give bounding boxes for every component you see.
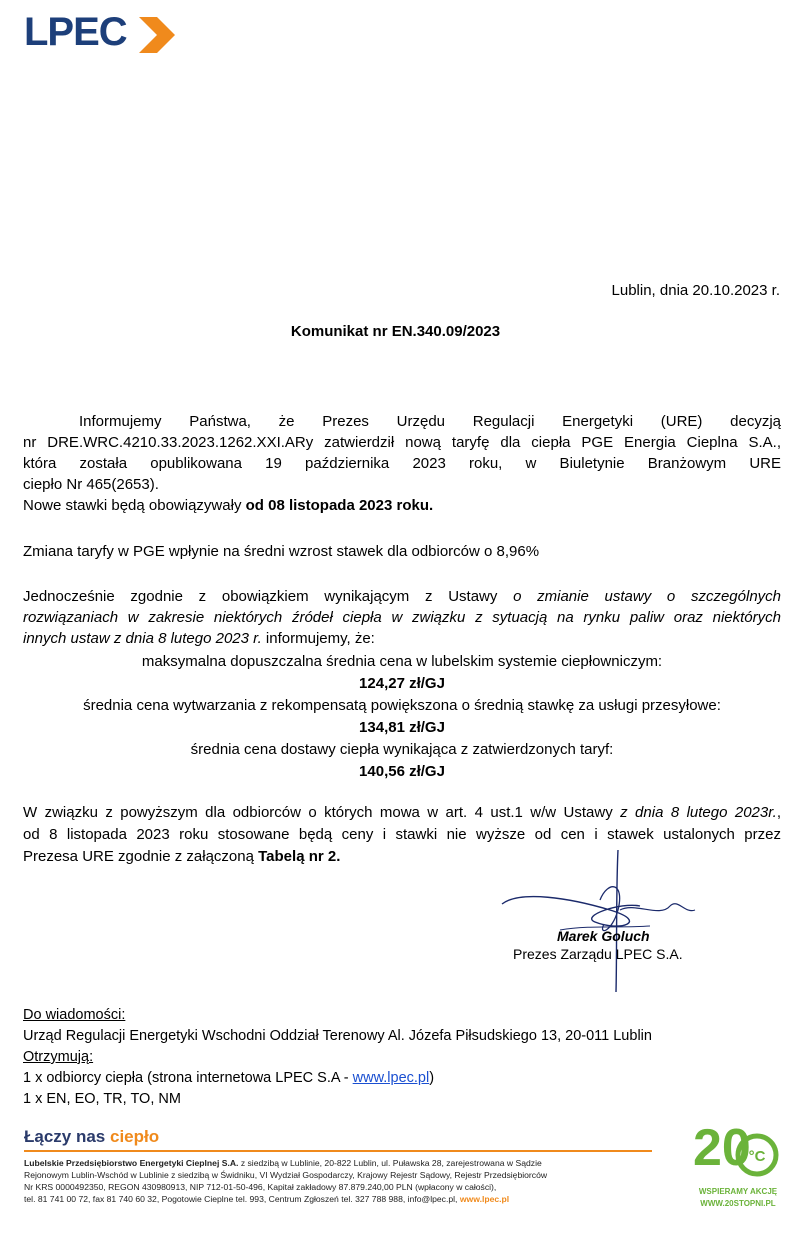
paragraph-increase: Zmiana taryfy w PGE wpłynie na średni wzrost stawek dla odbiorców o 8,96%	[23, 543, 540, 560]
company-name: Lubelskie Przedsiębiorstwo Energetyki Cieplnej S.A.	[24, 1158, 239, 1168]
text-line	[23, 586, 781, 607]
price-value: 134,81 zł/GJ	[359, 719, 445, 736]
letter-date: Lublin, dnia 20.10.2023 r.	[611, 282, 780, 299]
badge-caption: WSPIERAMY AKCJĘ	[698, 1187, 778, 1196]
website-link[interactable]: www.lpec.pl	[352, 1070, 430, 1086]
footer-website-link[interactable]: www.lpec.pl	[459, 1194, 510, 1204]
text-line: Rejonowym Lublin-Wschód w Lublinie z siedzibą w Świdniku, VI Wydział Gospodarczy, Krajowy Rejestr Sądowy, Rejestr Przedsiębiorców	[24, 1170, 548, 1180]
section-heading: Otrzymują:	[23, 1049, 94, 1065]
text-line	[23, 802, 781, 824]
slogan-text: Łączy nas	[24, 1127, 110, 1146]
text-run: Nowe stawki będą obowiązywały	[23, 497, 246, 514]
law-title: o zmianie ustawy o szczególnych	[513, 588, 782, 605]
badge-number: 20	[693, 1119, 751, 1177]
text-line: od 8 listopada 2023 roku stosowane będą ceny i stawki nie wyższe od cen i stawek ustalonych przez	[23, 826, 781, 843]
recipient: Urząd Regulacji Energetyki Wschodni Oddział Terenowy Al. Józefa Piłsudskiego 13, 20-011 Lublin	[23, 1028, 652, 1044]
price-list	[23, 651, 781, 783]
text-line: nr DRE.WRC.4210.33.2023.1262.XXI.ARy zatwierdził nową taryfę dla ciepła PGE Energia Cieplna S.A.,	[23, 434, 781, 451]
signatory-name: Marek Goluch	[557, 928, 650, 944]
logo-text: LPEC	[24, 10, 127, 54]
document-title: Komunikat nr EN.340.09/2023	[290, 323, 501, 340]
effective-date: od 08 listopada 2023 roku.	[245, 497, 434, 514]
price-label: maksymalna dopuszczalna średnia cena w lubelskim systemie ciepłowniczym:	[141, 653, 663, 670]
price-label: średnia cena wytwarzania z rekompensatą powiększona o średnią stawkę za usługi przesyłowe:	[83, 697, 721, 714]
price-value: 124,27 zł/GJ	[359, 675, 445, 692]
list-item	[23, 1068, 781, 1089]
price-label: średnia cena dostawy ciepła wynikająca z zatwierdzonych taryf:	[190, 741, 614, 758]
paragraph-tariff-approval	[23, 411, 781, 516]
footer-slogan	[24, 1127, 159, 1147]
company-details	[24, 1157, 664, 1205]
distribution-list	[23, 1005, 781, 1110]
slogan-accent: ciepło	[110, 1127, 160, 1146]
text-line	[23, 628, 781, 649]
list-item: 1 x EN, EO, TR, TO, NM	[23, 1091, 181, 1107]
text-run: z siedzibą w Lublinie, 20-822 Lublin, ul. Puławska 28, zarejestrowana w Sądzie	[238, 1158, 542, 1168]
text-line: która została opublikowana 19 października 2023 roku, w Biuletynie Branżowym URE	[23, 455, 781, 472]
text-run: W związku z powyższym dla odbiorców o których mowa w art. 4 ust.1 w/w Ustawy	[23, 804, 621, 821]
degree-label: °C	[748, 1148, 766, 1165]
table-reference: Tabelą nr 2.	[258, 848, 341, 865]
text-run: ,	[776, 804, 781, 821]
campaign-badge	[690, 1119, 785, 1218]
text-line: Informujemy Państwa, że Prezes Urzędu Regulacji Energetyki (URE) decyzją	[79, 413, 781, 430]
text-run: )	[429, 1070, 435, 1086]
law-title: rozwiązaniach w zakresie niektórych źródeł ciepła w związku z sytuacją na rynku paliw oraz niektórych	[23, 609, 781, 626]
text-run: Jednocześnie zgodnie z obowiązkiem wynikającym z Ustawy	[23, 588, 514, 605]
thermometer-circle-icon	[734, 1132, 780, 1178]
price-value: 140,56 zł/GJ	[359, 763, 445, 780]
text-line	[23, 607, 781, 628]
law-date: z dnia 8 lutego 2023r.	[620, 804, 777, 821]
text-run: 1 x odbiorcy ciepła (strona internetowa LPEC S.A -	[23, 1070, 353, 1086]
text-run: tel. 81 741 00 72, fax 81 740 60 32, Pogotowie Cieplne tel. 993, Centrum Zgłoszeń tel. 327 788 988, info@lpec.pl,	[24, 1194, 460, 1204]
handwritten-signature-icon	[500, 840, 790, 1000]
chevron-arrow-icon	[139, 17, 183, 53]
section-heading: Do wiadomości:	[23, 1007, 126, 1023]
text-line	[24, 1157, 664, 1169]
badge-website[interactable]: WWW.20STOPNI.PL	[700, 1199, 776, 1208]
text-line	[23, 495, 781, 516]
company-logo	[24, 10, 184, 56]
law-title: innych ustaw z dnia 8 lutego 2023 r.	[23, 630, 262, 647]
paragraph-law-reference	[23, 586, 781, 649]
text-line: Nr KRS 0000492350, REGON 430980913, NIP 712-01-50-496, Kapitał zakładowy 87.879.240,00 PLN (wpłacony w całości),	[24, 1182, 497, 1192]
text-line: ciepło Nr 465(2653).	[23, 476, 159, 493]
text-line	[24, 1193, 664, 1205]
text-run: informujemy, że:	[261, 630, 375, 647]
text-run: Prezesa URE zgodnie z załączoną	[23, 848, 259, 865]
footer-divider	[24, 1150, 652, 1152]
signatory-role: Prezes Zarządu LPEC S.A.	[513, 946, 683, 962]
